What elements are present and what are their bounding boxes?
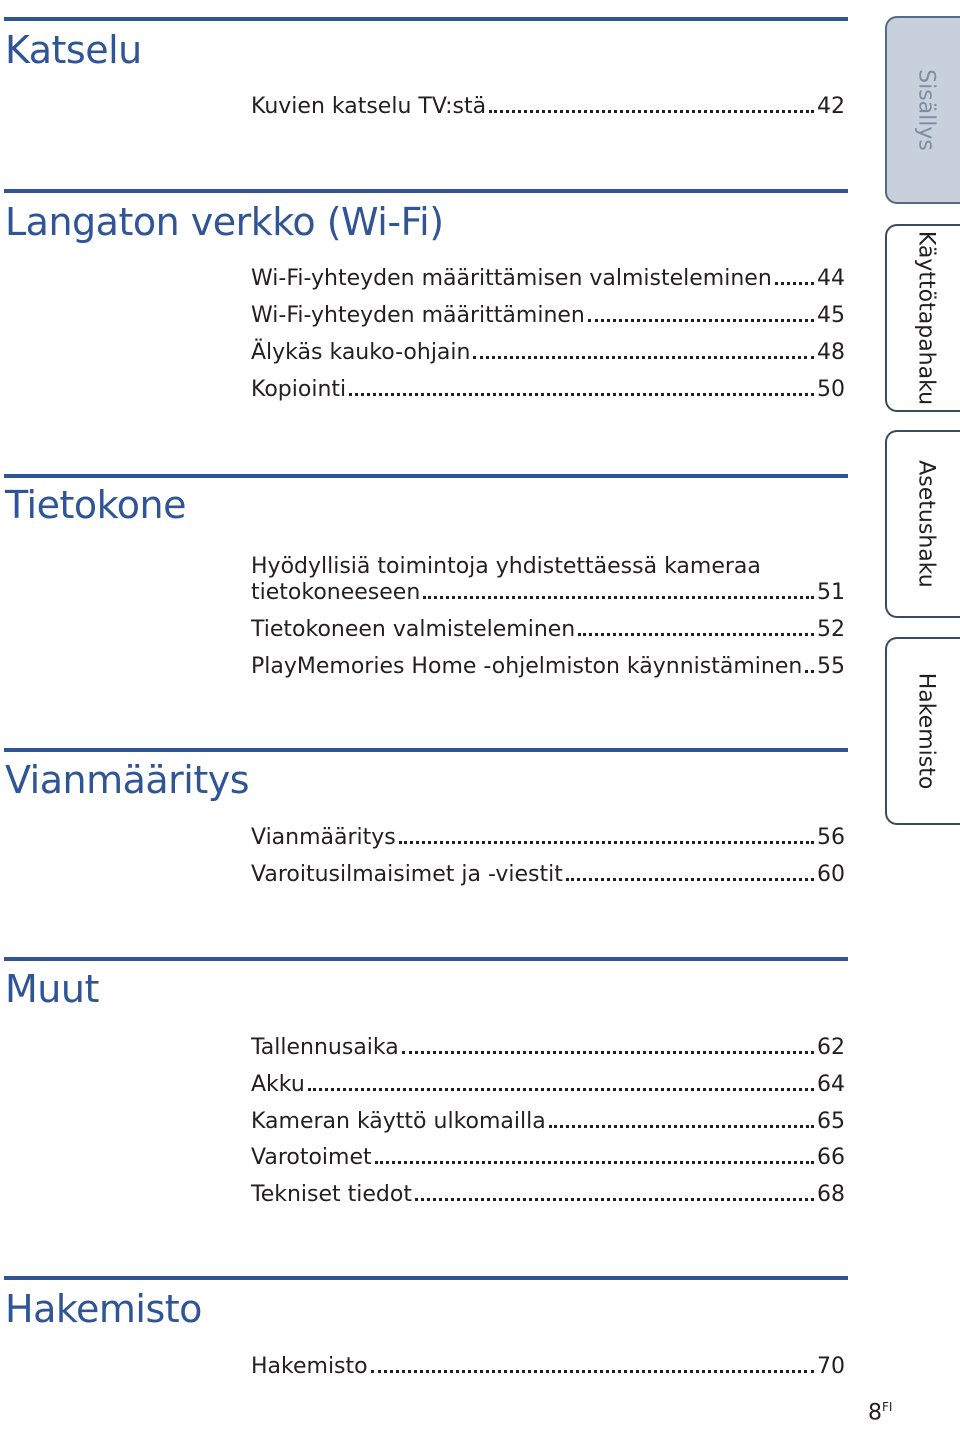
toc-entry-title: Älykäs kauko-ohjain xyxy=(251,340,471,365)
toc-entry[interactable] xyxy=(251,1178,845,1208)
section-rule xyxy=(4,474,848,478)
dot-leader xyxy=(775,282,814,285)
section-rule xyxy=(4,957,848,961)
toc-entry-title: Vianmääritys xyxy=(251,825,396,850)
toc-entry-title: Kopiointi xyxy=(251,377,347,402)
section-heading-tietokone: Tietokone xyxy=(5,483,186,527)
toc-entry[interactable] xyxy=(251,336,845,366)
toc-entry-page: 55 xyxy=(817,654,845,679)
toc-entry[interactable] xyxy=(251,373,845,403)
tab-label: Käyttötapahaku xyxy=(913,230,939,406)
dot-leader xyxy=(549,1125,814,1128)
dot-leader xyxy=(415,1198,814,1201)
toc-entry-page: 42 xyxy=(817,94,845,119)
toc-entry-page: 50 xyxy=(817,377,845,402)
tab-kayttotapahaku[interactable] xyxy=(885,224,960,412)
dot-leader xyxy=(371,1370,814,1373)
toc-entry-page: 70 xyxy=(817,1354,845,1379)
dot-leader xyxy=(308,1088,814,1091)
toc-entry-title: Hakemisto xyxy=(251,1354,368,1379)
toc-entry[interactable] xyxy=(251,544,845,606)
section-rule xyxy=(4,189,848,193)
toc-entry-title: Akku xyxy=(251,1072,305,1097)
page-number xyxy=(868,1400,892,1425)
toc-entry[interactable] xyxy=(251,821,845,851)
tab-label: Hakemisto xyxy=(913,672,939,790)
toc-entry-title: Tallennusaika xyxy=(251,1035,399,1060)
toc-entry-page: 56 xyxy=(817,825,845,850)
section-rule xyxy=(4,17,848,21)
toc-entry-title: PlayMemories Home -ohjelmiston käynnistäminen xyxy=(251,654,803,679)
toc-entry[interactable] xyxy=(251,1105,845,1135)
section-heading-vianmaaritys: Vianmääritys xyxy=(5,758,250,802)
toc-entry-page: 51 xyxy=(817,580,845,605)
toc-entry-page: 66 xyxy=(817,1145,845,1170)
dot-leader xyxy=(566,878,814,881)
dot-leader xyxy=(349,393,814,396)
toc-entry-title-continued: tietokoneeseen xyxy=(251,580,421,605)
toc-entry-title: Kameran käyttö ulkomailla xyxy=(251,1109,546,1134)
dot-leader xyxy=(399,841,814,844)
toc-entry[interactable] xyxy=(251,1350,845,1380)
tab-label: Asetushaku xyxy=(913,460,939,588)
tab-asetushaku[interactable] xyxy=(885,430,960,618)
dot-leader xyxy=(578,633,814,636)
section-heading-katselu: Katselu xyxy=(5,28,142,72)
toc-entry[interactable] xyxy=(251,1031,845,1061)
dot-leader xyxy=(375,1161,814,1164)
toc-entry-page: 44 xyxy=(817,266,845,291)
toc-entry-page: 64 xyxy=(817,1072,845,1097)
section-heading-wifi: Langaton verkko (Wi-Fi) xyxy=(5,200,444,244)
dot-leader xyxy=(423,596,814,599)
toc-entry[interactable] xyxy=(251,650,845,680)
tab-label: Sisällys xyxy=(913,69,939,151)
toc-entry-page: 45 xyxy=(817,303,845,328)
dot-leader xyxy=(473,356,814,359)
toc-entry[interactable] xyxy=(251,858,845,888)
toc-entry-title: Hyödyllisiä toimintoja yhdistettäessä kameraa xyxy=(251,554,761,579)
tab-hakemisto[interactable] xyxy=(885,637,960,825)
toc-entry-page: 62 xyxy=(817,1035,845,1060)
toc-entry-title: Kuvien katselu TV:stä xyxy=(251,94,487,119)
toc-entry-title: Tekniset tiedot xyxy=(251,1182,412,1207)
dot-leader xyxy=(402,1051,814,1054)
toc-entry[interactable] xyxy=(251,90,845,120)
toc-entry-title: Varoitusilmaisimet ja -viestit xyxy=(251,862,563,887)
toc-entry-title: Tietokoneen valmisteleminen xyxy=(251,617,576,642)
toc-entry[interactable] xyxy=(251,613,845,643)
dot-leader xyxy=(489,110,814,113)
dot-leader xyxy=(588,319,814,322)
toc-entry-page: 48 xyxy=(817,340,845,365)
section-heading-muut: Muut xyxy=(5,967,99,1011)
dot-leader xyxy=(805,670,814,673)
page-number-value: 8 xyxy=(868,1400,882,1426)
toc-entry[interactable] xyxy=(251,262,845,292)
toc-entry[interactable] xyxy=(251,1068,845,1098)
toc-entry-page: 68 xyxy=(817,1182,845,1207)
page-number-lang: FI xyxy=(882,1400,893,1414)
toc-entry[interactable] xyxy=(251,299,845,329)
toc-entry-title: Varotoimet xyxy=(251,1145,372,1170)
tab-sisallys[interactable] xyxy=(885,16,960,204)
section-heading-hakemisto: Hakemisto xyxy=(5,1287,202,1331)
toc-entry-title: Wi-Fi-yhteyden määrittäminen xyxy=(251,303,585,328)
toc-entry-page: 65 xyxy=(817,1109,845,1134)
toc-entry[interactable] xyxy=(251,1141,845,1171)
toc-entry-page: 52 xyxy=(817,617,845,642)
section-rule xyxy=(4,748,848,752)
toc-entry-page: 60 xyxy=(817,862,845,887)
section-rule xyxy=(4,1276,848,1280)
toc-entry-title: Wi-Fi-yhteyden määrittämisen valmisteleminen xyxy=(251,266,772,291)
